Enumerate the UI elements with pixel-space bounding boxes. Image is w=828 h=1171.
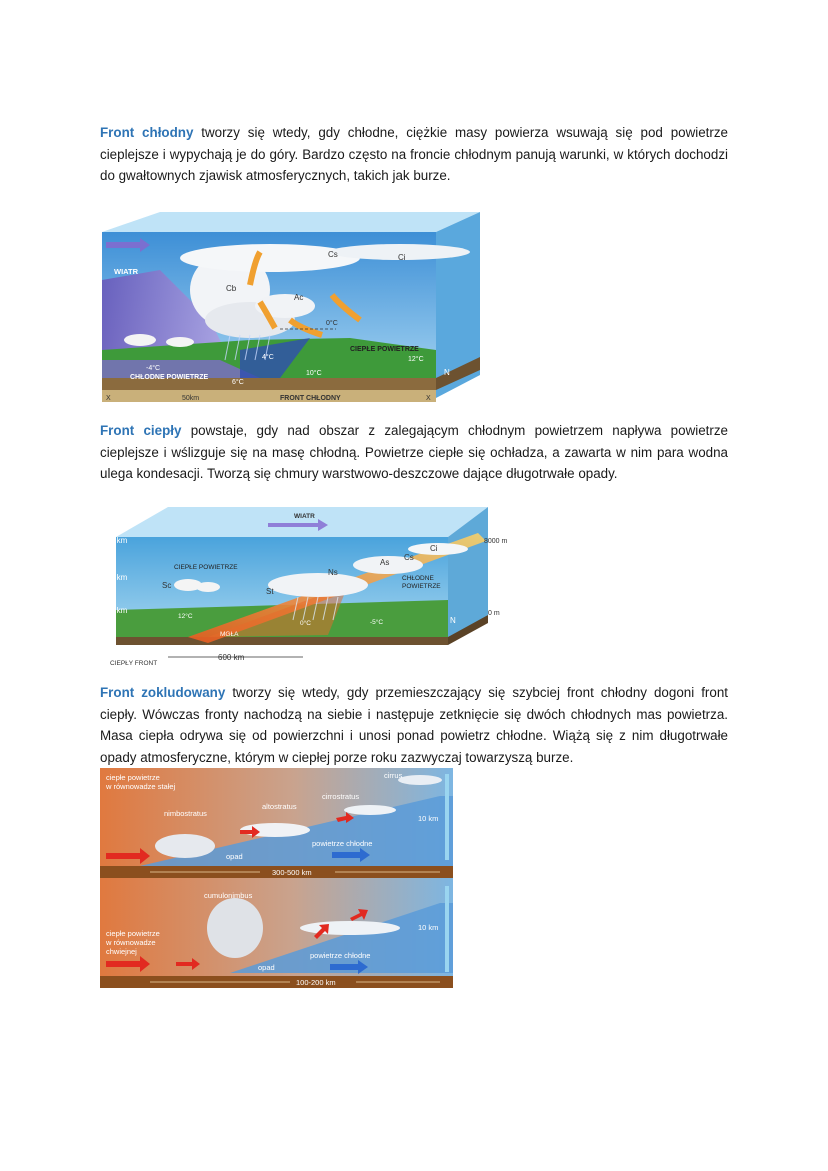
bottom-cold-label: powietrze chłodne xyxy=(310,951,371,960)
ci-label: Ci xyxy=(430,544,438,553)
height-0m: 0 m xyxy=(488,610,500,617)
paragraph-text: tworzy się wtedy, gdy przemieszczający się szybciej front chłodny dogoni front ciepły. Wówczas fronty nachodzą na siebie i następuje zetknięcie się dwóch chłodnych mas powietrza. Masa ciepła odrywa się od powierzchni i unosi ponad powietrz chłodne. Wiążą się z nim długotrwałe opady atmosferyczne, którym w ciepłej porze roku zazwyczaj towarzyszą burze. xyxy=(100,685,729,765)
bottom-opad-label: opad xyxy=(258,963,275,972)
bottom-warm-label-2: w równowadze xyxy=(106,938,156,947)
height-4km: 4 km xyxy=(110,573,128,582)
ci-label: Ci xyxy=(398,253,406,262)
bottom-warm-label-1: ciepłe powietrze xyxy=(106,929,160,938)
temp-12: 12°C xyxy=(408,356,424,363)
paragraph-text: tworzy się wtedy, gdy chłodne, ciężkie masy powierza wsuwają się pod powietrze cieplejsze i wypychają je do góry. Bardzo często na froncie chłodnym panują warunki, w których dochodzi do gwałtownych zjawisk atmosferycznych, takich jak burze. xyxy=(100,125,728,183)
wind-label: WIATR xyxy=(294,513,315,520)
bottom-warm-label-3: chwiejnej xyxy=(106,947,137,956)
zero-label: 0°C xyxy=(326,320,338,327)
height-8km: 8 km xyxy=(110,536,128,545)
cs-label: Cs xyxy=(328,250,338,259)
cirrostratus-label: cirrostratus xyxy=(322,792,360,801)
occluded-front-diagram xyxy=(100,768,453,988)
x-left: X xyxy=(106,395,111,402)
paragraph-cold-front xyxy=(100,122,728,187)
temp-10: 10°C xyxy=(306,370,322,377)
top-opad-label: opad xyxy=(226,852,243,861)
cumulonimbus-label: cumulonimbus xyxy=(204,891,253,900)
st-label: St xyxy=(266,587,274,596)
fog-label: MGŁA xyxy=(220,631,239,638)
height-0km: 0 km xyxy=(110,606,128,615)
distance-label: 600 km xyxy=(218,653,245,662)
altostratus-label: altostratus xyxy=(262,802,297,811)
warm-front-diagram xyxy=(108,505,518,670)
as-label: As xyxy=(380,558,390,567)
cirrus-label: cirrus xyxy=(384,771,403,780)
north-label: N xyxy=(450,616,456,625)
height-8000m: 8000 m xyxy=(484,538,508,545)
cold-air-label-1: CHŁODNE xyxy=(402,575,434,582)
temp-6: 6°C xyxy=(232,379,244,386)
warm-front-label: CIEPŁY FRONT xyxy=(110,660,158,667)
term-cold-front: Front chłodny xyxy=(100,125,194,140)
temp-0: 0°C xyxy=(300,620,311,627)
distance-label: 50km xyxy=(182,395,200,402)
term-warm-front: Front ciepły xyxy=(100,423,182,438)
top-warm-label-2: w równowadze stałej xyxy=(106,782,176,791)
top-cold-label: powietrze chłodne xyxy=(312,839,373,848)
warm-air-label: CIEPŁE POWIETRZE xyxy=(350,346,419,353)
paragraph-warm-front xyxy=(100,420,728,485)
front-label: FRONT CHŁODNY xyxy=(280,395,341,402)
temp-4: 4°C xyxy=(262,354,274,361)
cs-label: Cs xyxy=(404,553,414,562)
north-label: N xyxy=(444,368,450,377)
sc-label: Sc xyxy=(162,581,172,590)
x-right: X xyxy=(426,395,431,402)
nimbostratus-label: nimbostratus xyxy=(164,809,207,818)
warm-air-label: CIEPŁE POWIETRZE xyxy=(174,564,238,571)
cold-air-label-2: POWIETRZE xyxy=(402,583,441,590)
temp-minus5: -5°C xyxy=(370,619,384,626)
ac-label: Ac xyxy=(294,293,304,302)
cb-label: Cb xyxy=(226,284,237,293)
temp-12: 12°C xyxy=(178,613,193,620)
paragraph-occluded-front xyxy=(100,682,728,768)
temp-minus4: -4°C xyxy=(146,365,161,372)
top-distance-label: 300-500 km xyxy=(272,868,312,877)
bottom-km-label: 10 km xyxy=(418,923,439,932)
paragraph-text: powstaje, gdy nad obszar z zalegającym chłodnym powietrzem napływa powietrze cieplejsze i wślizguje się na masę chłodną. Powietrze ciepłe się ochładza, a zawarta w nim para wodna ulega kondesacji. Tworzą się chmury warstwowo-deszczowe dające długotrwałe opady. xyxy=(100,423,728,481)
cold-front-diagram xyxy=(100,210,482,408)
cold-air-label: CHŁODNE POWIETRZE xyxy=(130,374,209,381)
top-km-label: 10 km xyxy=(418,814,439,823)
bottom-distance-label: 100-200 km xyxy=(296,978,336,987)
wind-label: WIATR xyxy=(114,267,139,276)
ns-label: Ns xyxy=(328,568,338,577)
top-warm-label-1: ciepłe powietrze xyxy=(106,773,160,782)
term-occluded-front: Front zokludowany xyxy=(100,685,226,700)
